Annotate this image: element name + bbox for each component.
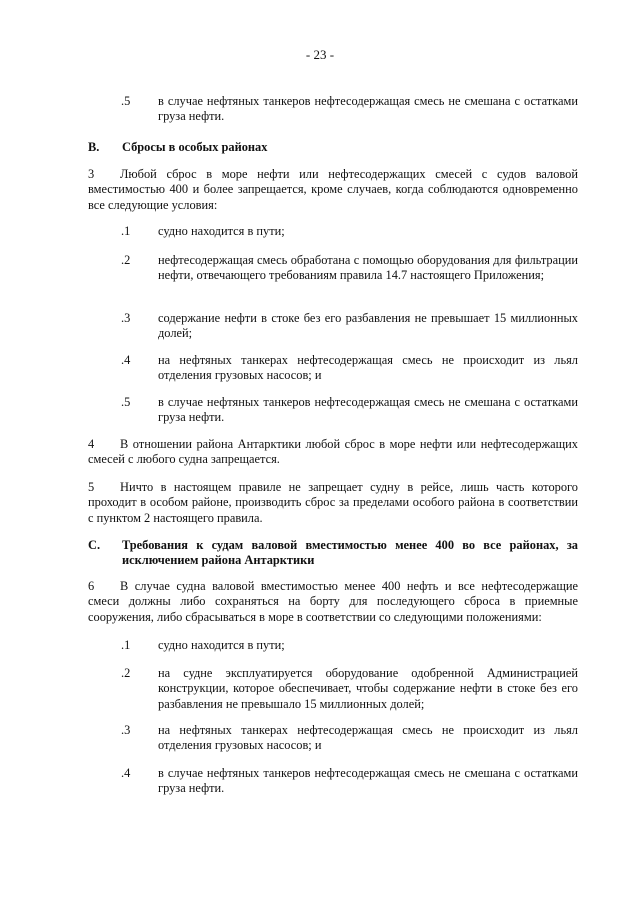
paragraph-text: В случае судна валовой вместимостью менее 400 нефть и все нефтесодержащие смеси должны либо сохраняться на борту для последующего сброса в приемные сооружения, либо сбрасываться в море в соответствии со следующими положениями: xyxy=(88,579,578,624)
subclause-text: судно находится в пути; xyxy=(158,638,285,652)
subclause-text: содержание нефти в стоке без его разбавления не превышает 15 миллионных долей; xyxy=(158,311,578,341)
section-heading xyxy=(88,140,578,155)
paragraph-number: 4 xyxy=(88,437,95,451)
paragraph xyxy=(88,167,578,213)
subclause-text: в случае нефтяных танкеров нефтесодержащая смесь не смешана с остатками груза нефти. xyxy=(158,766,578,796)
subclause-number: .4 xyxy=(121,353,131,367)
subclause-number: .1 xyxy=(121,638,131,652)
subclause-text: на нефтяных танкерах нефтесодержащая смесь не происходит из льял отделения грузовых насосов; и xyxy=(158,353,578,383)
subclause-item xyxy=(88,94,578,125)
subclause-item xyxy=(88,638,578,653)
page-number: - 23 - xyxy=(305,47,335,62)
section-title: Сбросы в особых районах xyxy=(122,140,268,154)
subclause-number: .5 xyxy=(121,395,131,409)
paragraph xyxy=(88,437,578,468)
section-label: B. xyxy=(88,140,100,154)
subclause-item xyxy=(88,311,578,342)
section-label: C. xyxy=(88,538,101,552)
subclause-item xyxy=(88,766,578,797)
paragraph xyxy=(88,480,578,526)
subclause-number: .4 xyxy=(121,766,131,780)
paragraph-text: В отношении района Антарктики любой сброс в море нефти или нефтесодержащих смесей с любого судна запрещается. xyxy=(88,437,578,467)
paragraph-text: Любой сброс в море нефти или нефтесодержащих смесей с судов валовой вместимостью 400 и более запрещается, кроме случаев, когда соблюдаются одновременно все следующие условия: xyxy=(88,167,578,212)
subclause-item xyxy=(88,666,578,712)
section-heading xyxy=(88,538,578,569)
paragraph-text: Ничто в настоящем правиле не запрещает судну в рейсе, лишь часть которого проходит в особом районе, производить сброс за пределами особого района в соответствии с пунктом 2 настоящего правила. xyxy=(88,480,578,525)
subclause-number: .2 xyxy=(121,253,131,267)
subclause-item xyxy=(88,395,578,426)
subclause-text: на нефтяных танкерах нефтесодержащая смесь не происходит из льял отделения грузовых насосов; и xyxy=(158,723,578,753)
subclause-number: .1 xyxy=(121,224,131,238)
subclause-text: в случае нефтяных танкеров нефтесодержащая смесь не смешана с остатками груза нефти. xyxy=(158,395,578,425)
subclause-number: .3 xyxy=(121,723,131,737)
subclause-text: в случае нефтяных танкеров нефтесодержащая смесь не смешана с остатками груза нефти. xyxy=(158,94,578,124)
subclause-number: .5 xyxy=(121,94,131,108)
subclause-text: на судне эксплуатируется оборудование одобренной Администрацией конструкции, которое обеспечивает, чтобы содержание нефти в стоке без его разбавления не превышало 15 миллионных долей; xyxy=(158,666,578,711)
subclause-text: судно находится в пути; xyxy=(158,224,285,238)
subclause-number: .2 xyxy=(121,666,131,680)
paragraph xyxy=(88,579,578,625)
subclause-item xyxy=(88,224,578,239)
subclause-text: нефтесодержащая смесь обработана с помощью оборудования для фильтрации нефти, отвечающего требованиям правила 14.7 настоящего Приложения; xyxy=(158,253,578,283)
paragraph-number: 6 xyxy=(88,579,95,593)
section-title: Требования к судам валовой вместимостью менее 400 во все районах, за исключением района Антарктики xyxy=(122,538,578,568)
paragraph-number: 5 xyxy=(88,480,95,494)
subclause-item xyxy=(88,723,578,754)
paragraph-number: 3 xyxy=(88,167,95,181)
subclause-number: .3 xyxy=(121,311,131,325)
subclause-item xyxy=(88,253,578,284)
subclause-item xyxy=(88,353,578,384)
